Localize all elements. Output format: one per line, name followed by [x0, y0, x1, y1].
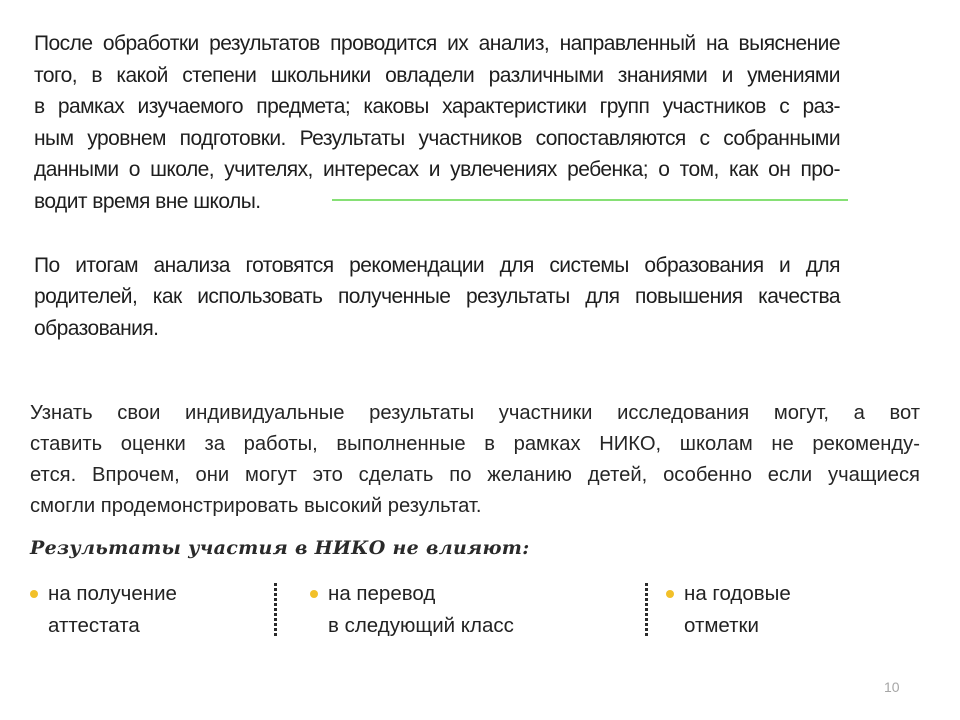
- dotted-divider: [645, 583, 648, 638]
- list-item-line: в следующий класс: [328, 614, 514, 637]
- text-line: водит время вне школы.: [34, 189, 261, 213]
- bullet-dot: [310, 590, 318, 598]
- list-item-line: на перевод: [328, 582, 436, 605]
- list-item: [48, 578, 177, 642]
- list-item-line: отметки: [684, 614, 759, 637]
- list-item: [328, 578, 514, 642]
- text-line: ется. Впрочем, они могут это сделать по желанию детей, особенно если учащиеся: [30, 464, 920, 486]
- text-line: После обработки результатов проводится их анализ, направленный на выяснение: [34, 32, 840, 55]
- dotted-divider: [274, 583, 277, 638]
- text-line: смогли продемонстрировать высокий результат.: [30, 495, 482, 517]
- paragraph-analysis: [34, 28, 840, 218]
- text-line: ставить оценки за работы, выполненные в рамках НИКО, школам не рекоменду-: [30, 433, 920, 455]
- text-line: ным уровнем подготовки. Результаты участников сопоставляются с собранными: [34, 126, 840, 150]
- text-line: в рамках изучаемого предмета; каковы характеристики групп участников с раз-: [34, 95, 840, 119]
- green-highlight-line: [332, 199, 848, 201]
- bullet-dot: [30, 590, 38, 598]
- section-heading: Результаты участия в НИКО не влияют:: [30, 537, 530, 559]
- list-item-line: на годовые: [684, 582, 791, 605]
- paragraph-recommendations: [34, 250, 840, 345]
- list-item: [684, 578, 791, 642]
- text-line: образования.: [34, 316, 159, 340]
- bullet-dot: [666, 590, 674, 598]
- text-line: По итогам анализа готовятся рекомендации для системы образования и для: [34, 253, 840, 277]
- paragraph-individual-results: [30, 398, 920, 522]
- text-line: Узнать свои индивидуальные результаты участники исследования могут, а вот: [30, 402, 920, 424]
- list-item-line: на получение: [48, 582, 177, 605]
- scanned-text-block: [34, 28, 840, 344]
- text-line: данными о школе, учителях, интересах и увлечениях ребенка; о том, как он про-: [34, 158, 840, 182]
- page-number: 10: [884, 679, 900, 695]
- text-line: родителей, как использовать полученные результаты для повышения качества: [34, 285, 840, 309]
- no-impact-list: [0, 578, 960, 648]
- list-item-line: аттестата: [48, 614, 140, 637]
- text-line: того, в какой степени школьники овладели различными знаниями и умениями: [34, 63, 840, 87]
